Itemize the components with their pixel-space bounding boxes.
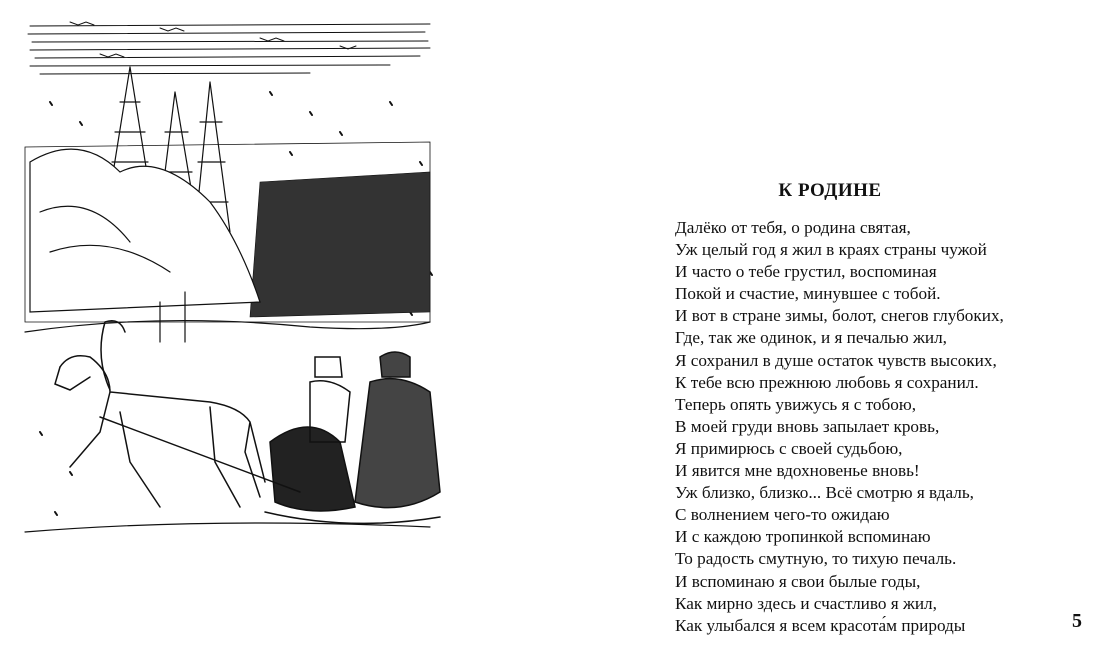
verse-line: И с каждою тропинкой вспоминаю xyxy=(675,527,931,547)
verse-line: Я сохранил в душе остаток чувств высоких, xyxy=(675,350,997,370)
verse-line: Как мирно здесь и счастливо я жил, xyxy=(675,593,937,613)
sleigh-drawing xyxy=(10,12,450,567)
verse-line: Покой и счастие, минувшее с тобой. xyxy=(675,284,941,304)
verse-line: В моей груди вновь запылает кровь, xyxy=(675,416,940,436)
verse-line: Теперь опять увижусь я с тобою, xyxy=(675,394,916,414)
verse-line: Уж близко, близко... Всё смотрю я вдаль, xyxy=(675,483,974,503)
verse-line: Уж целый год я жил в краях страны чужой xyxy=(675,240,987,260)
verse-line: Я примирюсь с своей судьбою, xyxy=(675,438,903,458)
verse-line: И вот в стране зимы, болот, снегов глубоких, xyxy=(675,306,1004,326)
page-number: 5 xyxy=(1072,610,1082,632)
verse-line: Как улыбался я всем красота́м природы xyxy=(675,615,966,635)
verse-line: С волнением чего-то ожидаю xyxy=(675,505,890,525)
verse-line: Где, так же одинок, и я печалью жил, xyxy=(675,328,947,348)
forest xyxy=(25,67,430,342)
verse-line: То радость смутную, то тихую печаль. xyxy=(675,549,957,569)
poem-title: К РОДИНЕ xyxy=(778,180,882,201)
verse-line: К тебе всю прежнюю любовь я сохранил. xyxy=(675,372,979,392)
verse-line: Далёко от тебя, о родина святая, xyxy=(675,218,911,237)
verse-line: И вспоминаю я свои былые годы, xyxy=(675,571,921,591)
verse-line: И явится мне вдохновенье вновь! xyxy=(675,461,920,481)
sleigh xyxy=(100,352,440,523)
horse xyxy=(55,321,265,507)
poem-body xyxy=(675,217,1075,637)
winter-sleigh-illustration xyxy=(10,12,450,567)
verse-line: И часто о тебе грустил, воспоминая xyxy=(675,262,937,282)
sky-hatching xyxy=(28,22,430,74)
